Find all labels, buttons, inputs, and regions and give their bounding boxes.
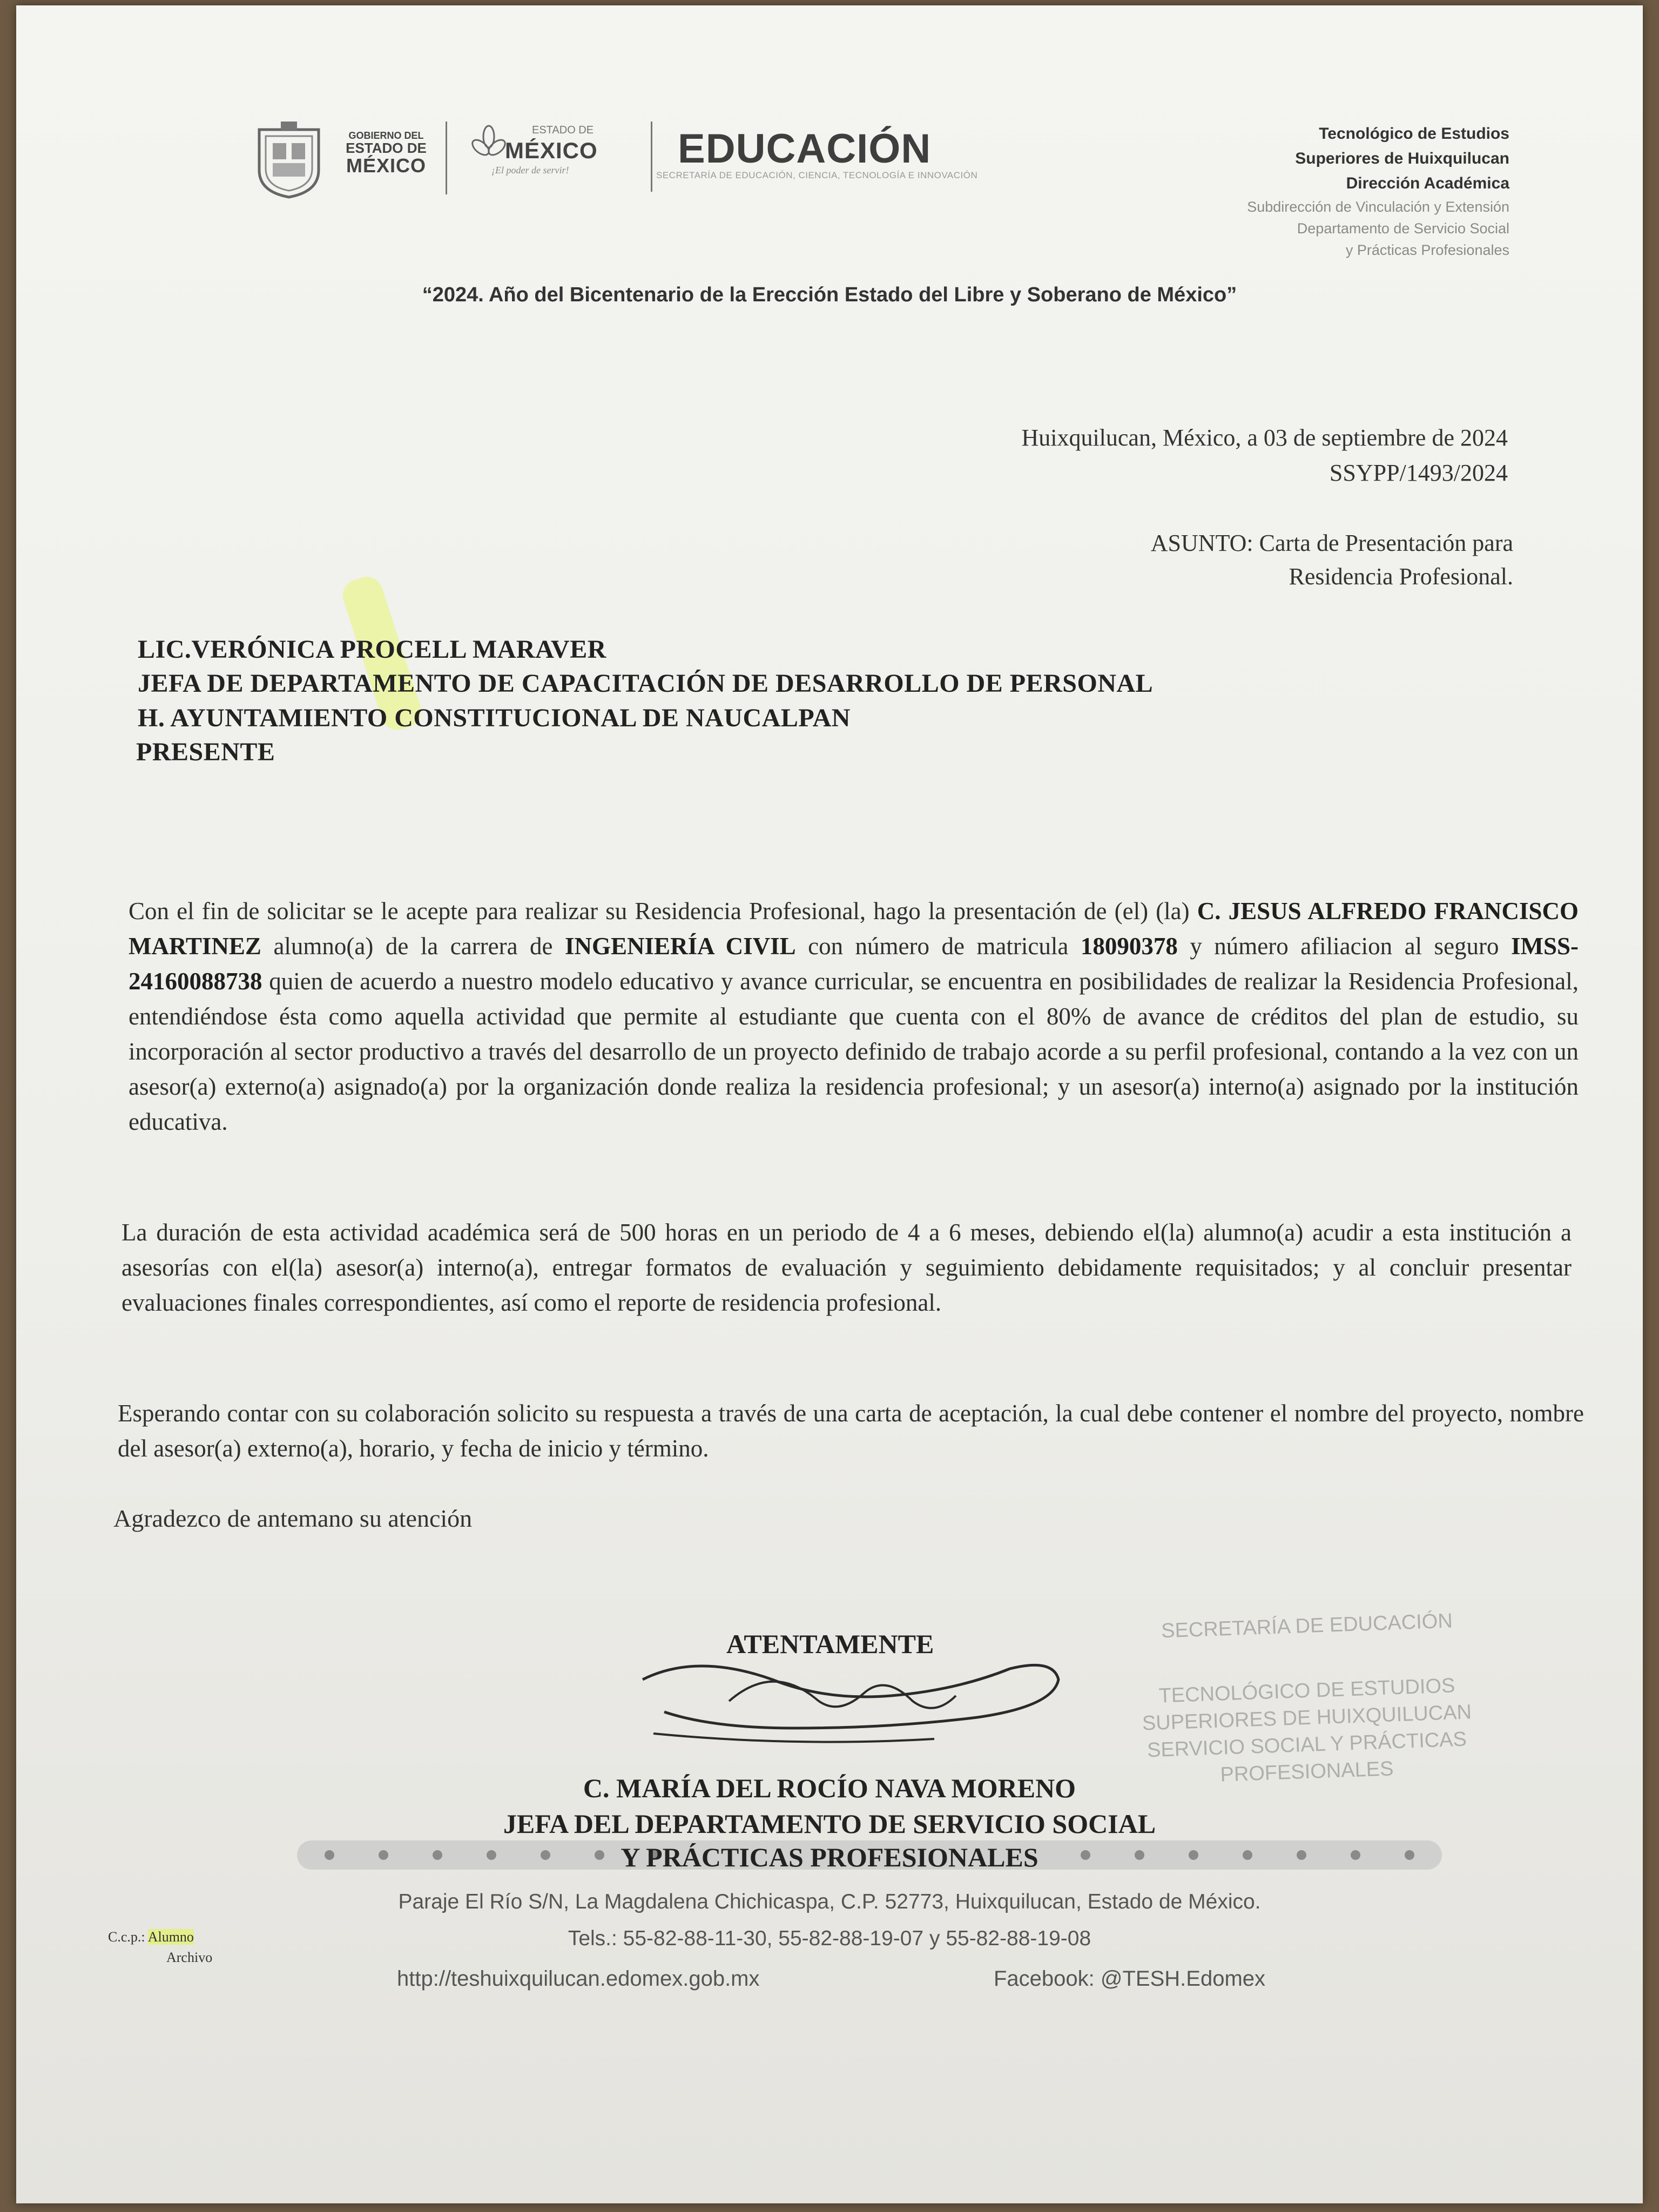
- stamp-line-2: TECNOLÓGICO DE ESTUDIOS: [1158, 1674, 1456, 1708]
- body-paragraph-3: Esperando contar con su colaboración solicito su respuesta a través de una carta de aceptación, la cual debe contener el nombre del proyecto, nombre del asesor(a) externo(a), horario, y fecha de inicio y término.: [118, 1400, 1584, 1462]
- header-divider-2: [651, 122, 652, 192]
- estado-de-label: ESTADO DE: [532, 124, 594, 136]
- p1-intro: Con el fin de solicitar se le acepte para realizar su Residencia Profesional, hago la presentación de (el) (la): [129, 898, 1190, 925]
- educacion-title: EDUCACIÓN: [678, 126, 932, 172]
- subject-line-2: Residencia Profesional.: [1289, 563, 1513, 590]
- footer-phones: Tels.: 55-82-88-11-30, 55-82-88-19-07 y 55-82-88-19-08: [568, 1927, 1091, 1950]
- ccp-line-1: [108, 1929, 194, 1945]
- ccp-item-alumno: Alumno: [147, 1929, 194, 1945]
- signer-name: C. MARÍA DEL ROCÍO NAVA MORENO: [583, 1773, 1076, 1803]
- closing-atentamente: ATENTAMENTE: [726, 1629, 934, 1659]
- institution-line-2: Superiores de Huixquilucan: [1295, 150, 1509, 167]
- ccp-item-archivo: Archivo: [166, 1950, 213, 1965]
- institution-line-1: Tecnológico de Estudios: [1319, 125, 1509, 143]
- stamp-line-4: SERVICIO SOCIAL Y PRÁCTICAS: [1147, 1728, 1467, 1762]
- p1-career-lead: alumno(a) de la carrera de: [273, 933, 553, 960]
- gobierno-edomex-logo-text: [335, 131, 437, 176]
- department-line-3: y Prácticas Profesionales: [1345, 242, 1509, 258]
- addressee-organization: H. AYUNTAMIENTO CONSTITUCIONAL DE NAUCALPAN: [138, 704, 851, 732]
- signer-position-1: JEFA DEL DEPARTAMENTO DE SERVICIO SOCIAL: [503, 1809, 1156, 1839]
- subject-line-1: ASUNTO: Carta de Presentación para: [1150, 530, 1513, 556]
- mexico-flower-icon: [467, 123, 510, 166]
- stamp-line-3: SUPERIORES DE HUIXQUILUCAN: [1142, 1701, 1472, 1735]
- career-name: INGENIERÍA CIVIL: [565, 933, 796, 960]
- state-coat-of-arms-icon: [248, 119, 329, 200]
- year-motto: “2024. Año del Bicentenario de la Erección Estado del Libre y Soberano de México”: [422, 284, 1237, 306]
- gobierno-line-3: MÉXICO: [346, 154, 426, 177]
- reference-number: SSYPP/1493/2024: [1329, 460, 1508, 486]
- p1-rest: quien de acuerdo a nuestro modelo educativo y avance curricular, se encuentra en posibilidades de realizar la Residencia Profesional, entendiéndose ésta como aquella actividad que permite al estudiante que cuenta con el 80% de avance de créditos del plan de estudio, su incorporación al sector productivo a través del desarrollo de un proyecto definido de trabajo acorde a su perfil profesional, contando a la vez con un asesor(a) externo(a) asignado(a) por la organización donde realiza la residencia profesional; y un asesor(a) interno(a) asignado por la institución educativa.: [129, 968, 1579, 1135]
- handwritten-signature: [632, 1647, 1075, 1755]
- header-divider: [446, 122, 447, 194]
- footer-website-link[interactable]: http://teshuixquilucan.edomex.gob.mx: [397, 1967, 760, 1991]
- body-paragraph-2: La duración de esta actividad académica será de 500 horas en un periodo de 4 a 6 meses, debiendo el(la) alumno(a) acudir a esta institución a asesorías con el(la) asesor(a) interno(a), entregar formatos de evaluación y seguimiento debidamente requisitados; y al concluir presentar evaluaciones finales correspondientes, así como el reporte de residencia profesional.: [122, 1219, 1572, 1316]
- body-paragraph-1: [129, 894, 1579, 1139]
- gobierno-line-1: GOBIERNO DEL: [348, 130, 424, 141]
- gobierno-line-2: ESTADO DE: [346, 139, 427, 156]
- educacion-subtitle: SECRETARÍA DE EDUCACIÓN, CIENCIA, TECNOLOGÍA E INNOVACIÓN: [656, 170, 978, 180]
- stamp-line-5: PROFESIONALES: [1219, 1757, 1394, 1786]
- imss-number: IMSS-24160088738: [129, 933, 1579, 995]
- mexico-slogan: ¡El poder de servir!: [491, 165, 569, 176]
- student-name: C. JESUS ALFREDO FRANCISCO MARTINEZ: [129, 898, 1579, 960]
- department-line-1: Subdirección de Vinculación y Extensión: [1247, 199, 1509, 215]
- department-line-2: Departamento de Servicio Social: [1297, 220, 1509, 237]
- letter-page: [16, 5, 1643, 2203]
- addressee-presente: PRESENTE: [136, 738, 275, 766]
- stamp-line-1: SECRETARÍA DE EDUCACIÓN: [1161, 1609, 1453, 1643]
- place-and-date: Huixquilucan, México, a 03 de septiembre de 2024: [1021, 424, 1508, 451]
- addressee-position: JEFA DE DEPARTAMENTO DE CAPACITACIÓN DE DESARROLLO DE PERSONAL: [138, 669, 1154, 698]
- mexico-brand-name: MÉXICO: [505, 138, 598, 163]
- matricula-number: 18090378: [1080, 933, 1178, 960]
- footer-facebook: Facebook: @TESH.Edomex: [994, 1967, 1266, 1991]
- p1-imss-lead: y número afiliacion al seguro: [1190, 933, 1499, 960]
- institution-block: [1096, 122, 1509, 261]
- institution-line-3: Dirección Académica: [1346, 174, 1509, 192]
- p1-matricula-lead: con número de matricula: [808, 933, 1069, 960]
- addressee-name: LIC.VERÓNICA PROCELL MARAVER: [138, 635, 606, 664]
- thanks-line: Agradezco de antemano su atención: [113, 1505, 473, 1532]
- ccp-label: C.c.p.:: [108, 1929, 145, 1945]
- footer-address: Paraje El Río S/N, La Magdalena Chichicaspa, C.P. 52773, Huixquilucan, Estado de México.: [398, 1890, 1261, 1913]
- signer-position-2: Y PRÁCTICAS PROFESIONALES: [621, 1842, 1038, 1872]
